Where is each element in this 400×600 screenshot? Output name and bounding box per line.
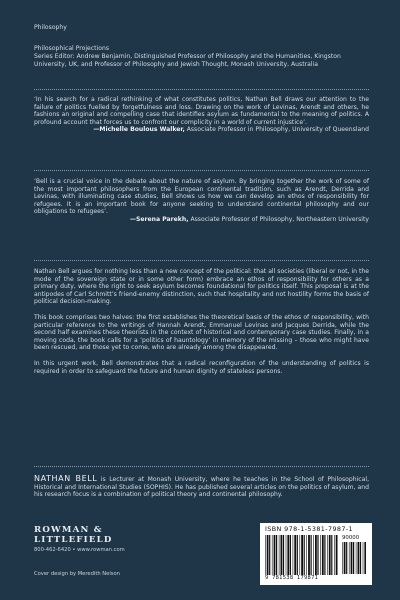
barcode-bar (269, 535, 270, 575)
endorsement-attribution (34, 216, 369, 224)
barcode-bar (331, 535, 332, 575)
barcode-bar (297, 535, 298, 575)
barcode-bar (317, 535, 318, 575)
barcode-bar (301, 535, 303, 575)
barcode-bar (283, 535, 284, 575)
barcode-bar (349, 542, 350, 574)
barcode-bar (272, 535, 273, 575)
barcode-bar (327, 535, 328, 575)
barcode-bar (281, 535, 283, 575)
cover-design-credit: Cover design by Meredith Nelson (34, 571, 120, 577)
endorsement-1 (34, 96, 369, 134)
subject-category: Philosophy (34, 24, 67, 31)
price-barcode-graphic (342, 542, 366, 574)
barcode-bar (306, 535, 307, 575)
isbn-label: ISBN 978-1-5381-7987-1 (265, 525, 354, 533)
endorsement-name: —Michelle Boulous Walker, (93, 126, 185, 134)
barcode-bar (315, 535, 317, 575)
barcode-bar (279, 535, 280, 575)
barcode-bar (324, 535, 325, 575)
barcode-bar (351, 542, 353, 574)
barcode-bar (286, 535, 287, 575)
barcode-bar (360, 542, 361, 574)
barcode-bar (346, 542, 347, 574)
publisher-contact: 800-462-6420 • www.rowman.com (34, 547, 125, 553)
series-editor: Series Editor: Andrew Benjamin, Distinguished Professor of Philosophy and the Humanities, Kingston University, UK, and Professor of Philosophy and Jewish Thought, Monash University, Australia (34, 53, 341, 68)
description-paragraph-1: Nathan Bell argues for nothing less than a new concept of the political: that all societies (liberal or not, in the mode of the sovereign state or in some other form) embrace an ethos of responsibility for others as a primary duty, where the right to seek asylum becomes foundational for politics itself. This proposal is at the antipodes of Carl Schmitt’s friend-enemy distinction, such that hospitality and not hostility forms the basis of political decision-making. (34, 268, 369, 306)
barcode-bar (300, 535, 301, 575)
ean-barcode-graphic (265, 535, 339, 575)
barcode-bar (344, 542, 346, 574)
description (34, 268, 369, 375)
barcode-bar (329, 535, 331, 575)
endorsement-quote: ‘Bell is a crucial voice in the debate about the nature of asylum. By bringing together the work of some of the most important philosophers from the European continental tradition, such as Arendt, Derrida and Levinas, with illuminating case studies, Bell shows us how we can develop an ethos of responsibility for refugees. It is an important book for anyone seeking to understand continental philosophy and our obligations to refugees’. (34, 178, 369, 216)
divider (34, 260, 369, 261)
publisher-block (34, 525, 125, 554)
barcode-bar (342, 542, 343, 574)
divider (34, 466, 369, 467)
barcode-bar (356, 542, 357, 574)
back-cover (34, 0, 369, 600)
barcode-bar (313, 535, 314, 575)
author-bio (34, 475, 369, 499)
barcode-bar (336, 535, 338, 575)
endorsement-attribution (34, 126, 369, 134)
barcode-bar (274, 535, 276, 575)
barcode-bar (294, 535, 296, 575)
endorsement-quote: ‘In his search for a radical rethinking of what constitutes politics, Nathan Bell draws our attention to the failure of politics fuelled by forgetfulness and loss. Drawing on the work of Levinas, Arendt and others, he fashions an original and compelling case that identifies asylum as fundamental to the meaning of politics. A profound account that forces us to confront our complicity in a world of current injustice’. (34, 96, 369, 126)
barcode-bar (320, 535, 321, 575)
barcode-bar (304, 535, 305, 575)
author-name: NATHAN BELL (34, 474, 98, 483)
endorsement-2 (34, 178, 369, 224)
barcode-bar (293, 535, 294, 575)
barcode-bar (308, 535, 310, 575)
barcode-bar (322, 535, 324, 575)
divider (34, 170, 369, 171)
divider (34, 89, 369, 90)
barcode-bar (334, 535, 335, 575)
description-paragraph-2: This book comprises two halves: the first establishes the theoretical basis of the ethos of responsibility, with particular reference to the writings of Hannah Arendt, Emmanuel Levinas and Jacques Derrida, while the second half examines these theorists in the context of historical and contemporary case studies. Finally, in a moving coda, the book calls for a ‘politics of hauntology’ in memory of the missing – those who might have been rescued, and those yet to come, who are already among the disappeared. (34, 313, 369, 352)
endorsement-title: Associate Professor in Philosophy, University of Queensland (186, 126, 369, 134)
barcode-bar (364, 542, 366, 574)
barcode (260, 523, 372, 585)
endorsement-name: —Serena Parekh, (129, 215, 189, 223)
author-bio-text: is Lecturer at Monash University, where he teaches in the School of Philosophical, Historical and International Studies (SOPHIS). He has published several articles on the politics of asylum, and his research focus is a combination of political theory and continental philosophy. (34, 476, 370, 499)
barcode-bar (287, 535, 289, 575)
publisher-logo-line-1: ROWMAN & (34, 525, 103, 535)
barcode-bar (358, 542, 360, 574)
barcode-bar (267, 535, 269, 575)
barcode-bar (311, 535, 312, 575)
barcode-bar (290, 535, 291, 575)
series-name: Philosophical Projections (34, 45, 109, 52)
price-code: 90000 (342, 535, 360, 541)
description-paragraph-3: In this urgent work, Bell demonstrates that a radical reconfiguration of the understanding of politics is required in order to safeguard the future and human dignity of stateless persons. (34, 359, 369, 375)
barcode-bar (363, 542, 364, 574)
barcode-bar (265, 535, 266, 575)
barcode-bar (276, 535, 277, 575)
endorsement-title: Associate Professor of Philosophy, Northeastern University (190, 215, 369, 223)
publisher-logo-line-2: LITTLEFIELD (34, 535, 113, 545)
barcode-bar (353, 542, 354, 574)
barcode-number: 9 781538 179871 (265, 575, 319, 581)
